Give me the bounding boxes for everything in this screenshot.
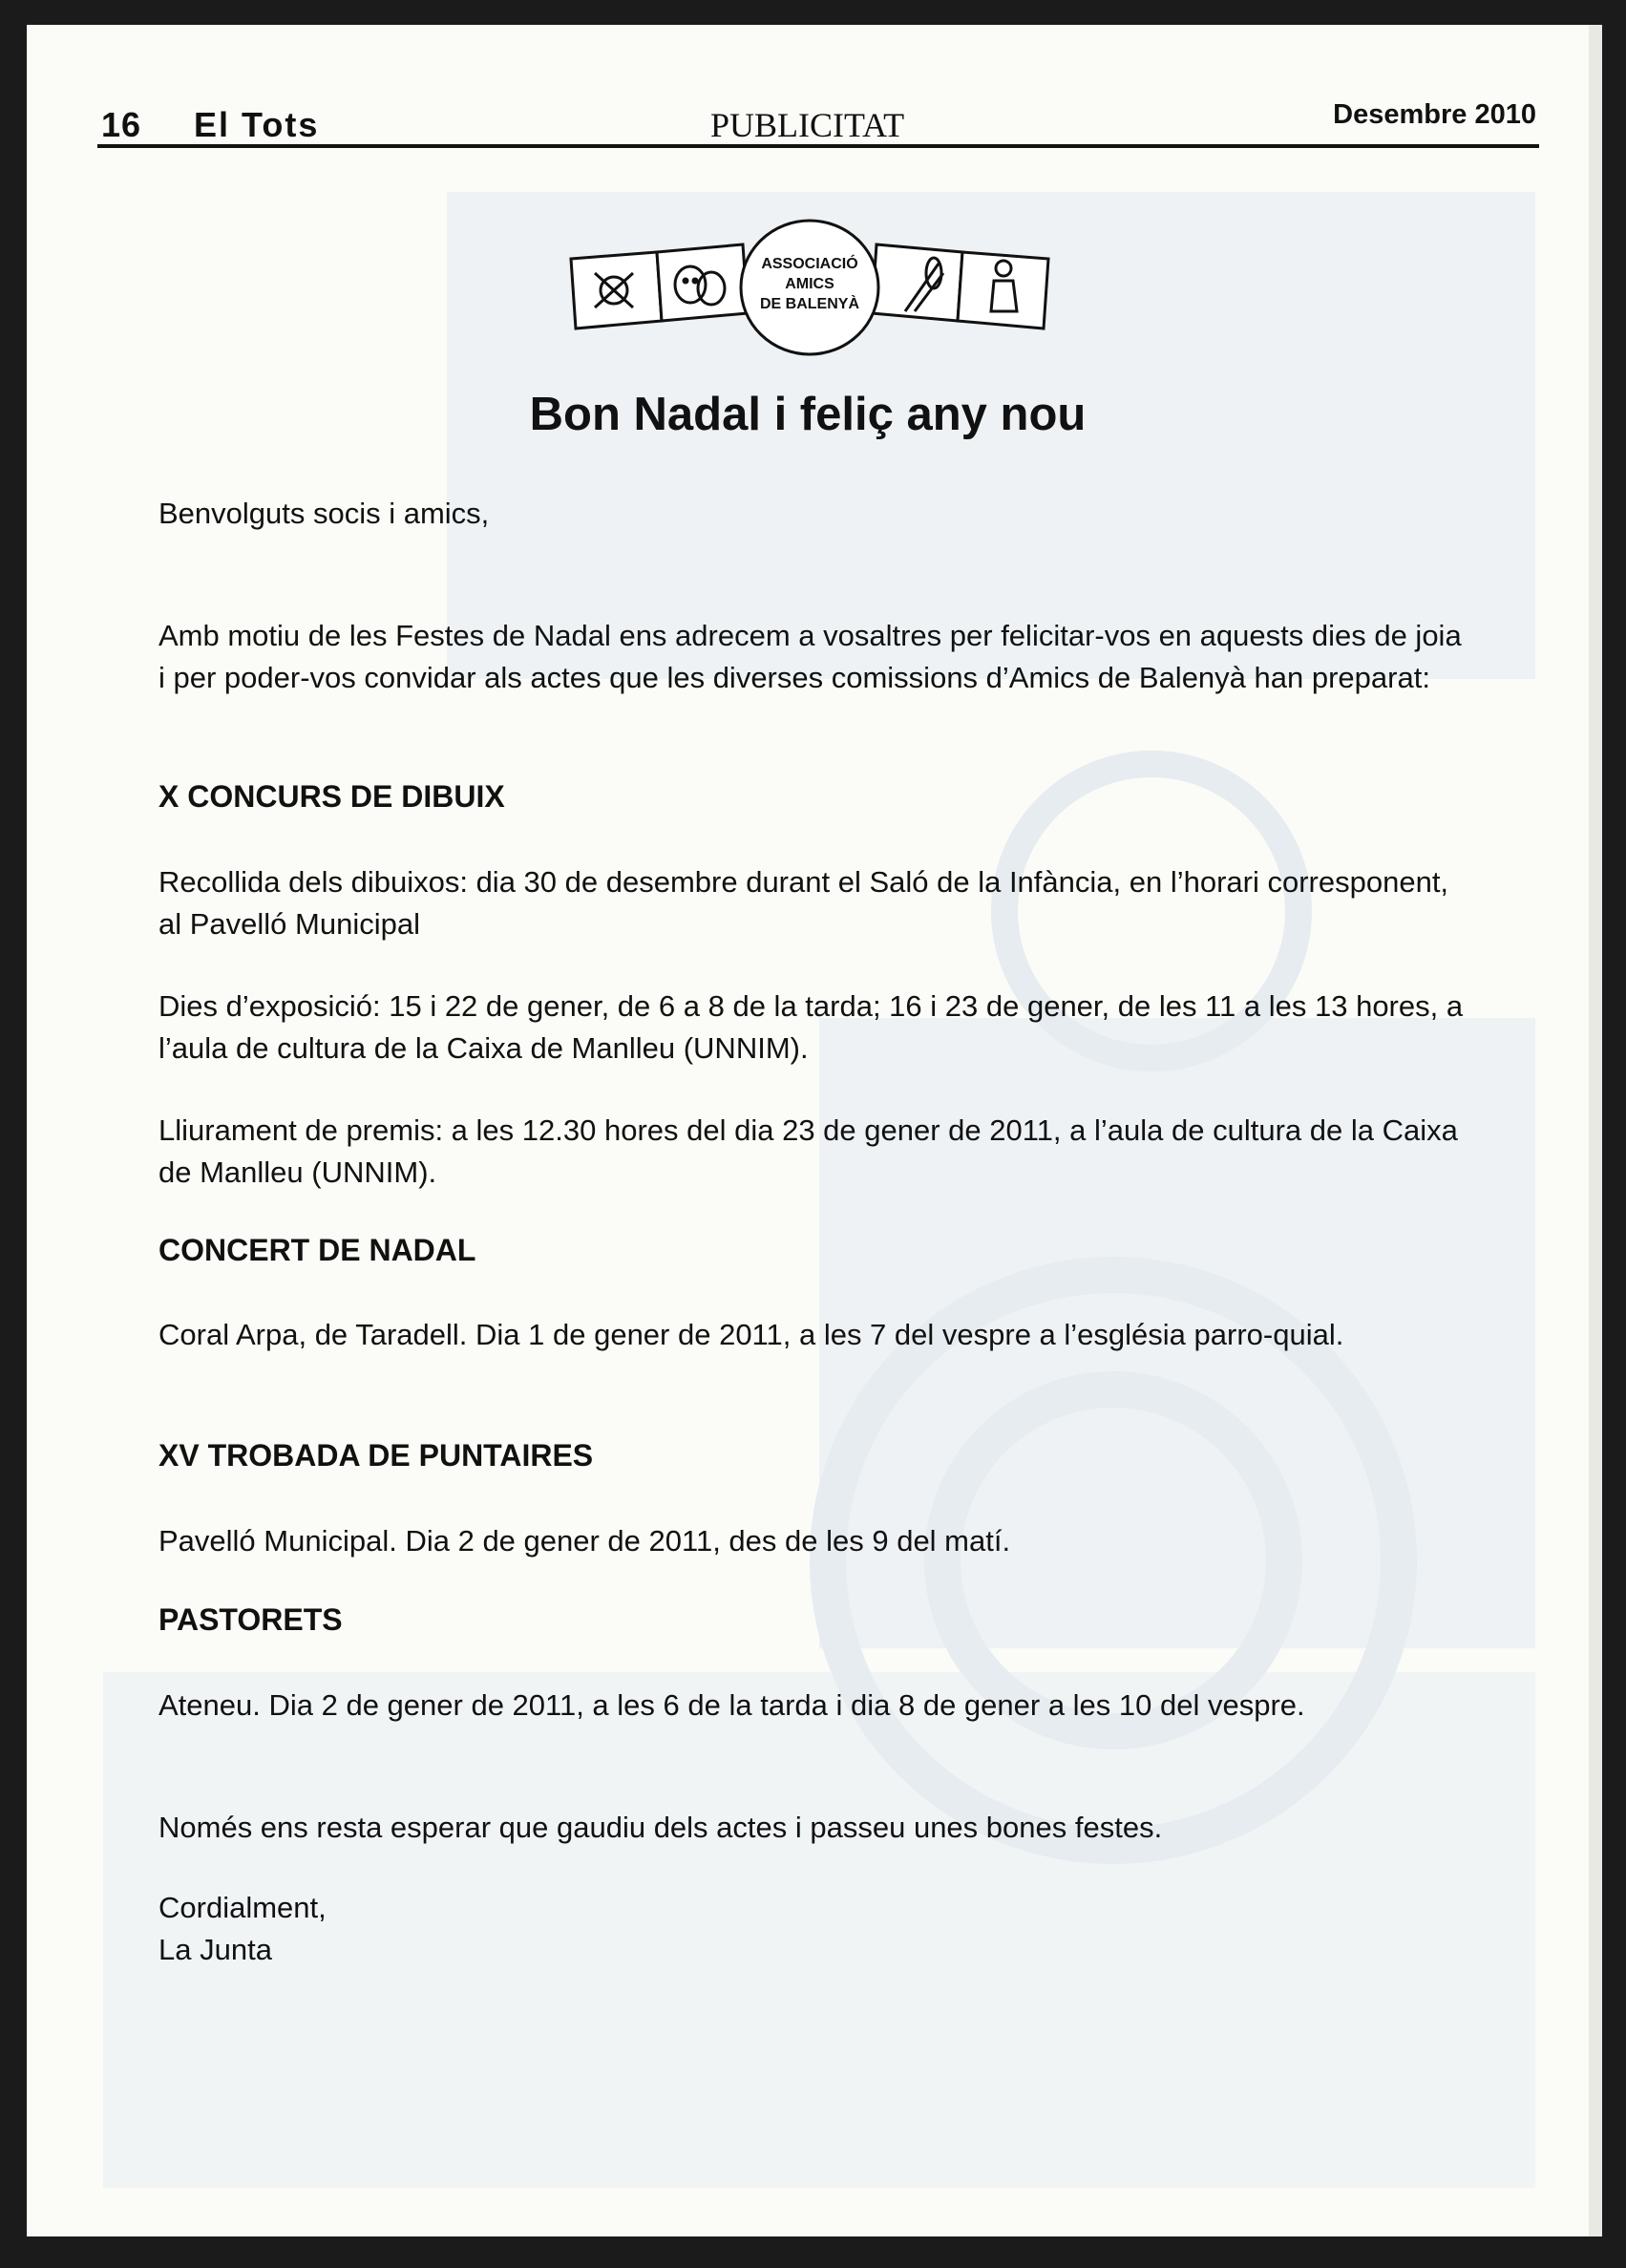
puntaires-details: Pavelló Municipal. Dia 2 de gener de 2011, des de les 9 del matí. bbox=[158, 1524, 1011, 1558]
pastorets-details: Ateneu. Dia 2 de gener de 2011, a les 6 de la tarda i dia 8 de gener a les 10 del vespre. bbox=[158, 1688, 1305, 1722]
logo-text-line-2: AMICS bbox=[785, 276, 834, 292]
section-heading-concert: CONCERT DE NADAL bbox=[158, 1233, 476, 1267]
section-heading-concurs: X CONCURS DE DIBUIX bbox=[158, 779, 505, 814]
logo-text-line-3: DE BALENYÀ bbox=[759, 296, 859, 312]
section-title: PUBLICITAT bbox=[710, 106, 905, 144]
logo-text bbox=[748, 254, 872, 314]
article-title: Bon Nadal i feliç any nou bbox=[529, 389, 1087, 440]
publication-name: El Tots bbox=[194, 105, 320, 144]
concert-details: Coral Arpa, de Taradell. Dia 1 de gener de 2011, a les 7 del vespre a l’església parro-quial. bbox=[158, 1318, 1344, 1351]
intro-paragraph: Amb motiu de les Festes de Nadal ens adrecem a vosaltres per felicitar-vos en aquests dies de joia i per poder-vos convidar als actes que les diverses comissions d’Amics de Balenyà han preparat: bbox=[158, 619, 1462, 694]
concurs-premis: Lliurament de premis: a les 12.30 hores del dia 23 de gener de 2011, a l’aula de cultura de la Caixa de Manlleu (UNNIM). bbox=[158, 1113, 1458, 1189]
puppet-icon bbox=[595, 273, 633, 307]
signoff: Cordialment, bbox=[158, 1891, 327, 1924]
concurs-recollida: Recollida dels dibuixos: dia 30 de desembre durant el Saló de la Infància, en l’horari corresponent, al Pavelló Municipal bbox=[158, 865, 1449, 941]
greeting: Benvolguts socis i amics, bbox=[158, 497, 490, 530]
association-logo bbox=[566, 216, 1053, 369]
header-rule bbox=[97, 144, 1539, 148]
closing-paragraph: Només ens resta esperar que gaudiu dels actes i passeu unes bones festes. bbox=[158, 1811, 1163, 1844]
page-number: 16 bbox=[101, 105, 142, 144]
logo-text-line-1: ASSOCIACIÓ bbox=[761, 256, 858, 272]
section-heading-pastorets: PASTORETS bbox=[158, 1602, 343, 1637]
issue-date: Desembre 2010 bbox=[1333, 99, 1536, 130]
concurs-exposicio: Dies d’exposició: 15 i 22 de gener, de 6 a 8 de la tarda; 16 i 23 de gener, de les 11 a les 13 hores, a l’aula de cultura de la Caixa de Manlleu (UNNIM). bbox=[158, 989, 1464, 1065]
signature: La Junta bbox=[158, 1933, 272, 1966]
newspaper-page bbox=[27, 25, 1589, 2236]
section-heading-puntaires: XV TROBADA DE PUNTAIRES bbox=[158, 1438, 594, 1473]
adjacent-page-edge bbox=[1589, 25, 1602, 2236]
